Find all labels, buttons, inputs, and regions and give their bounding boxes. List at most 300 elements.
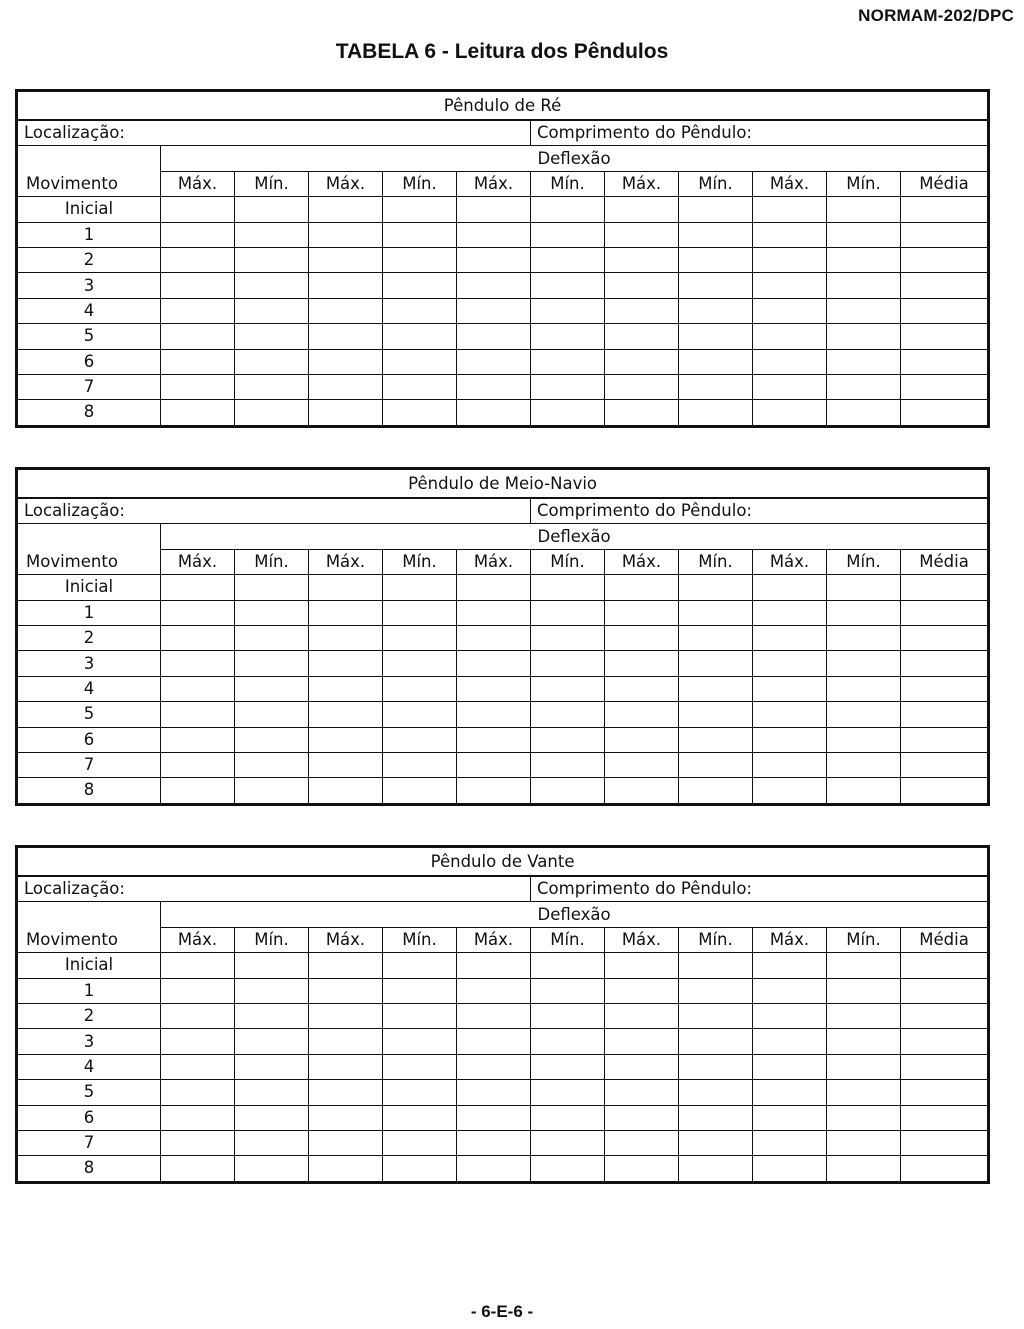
entry-cell[interactable] [235,651,309,676]
entry-cell[interactable] [827,324,901,349]
entry-cell[interactable] [753,273,827,298]
entry-cell[interactable] [235,1156,309,1182]
entry-cell[interactable] [753,1054,827,1079]
entry-cell[interactable] [457,727,531,752]
entry-cell[interactable] [531,1105,605,1130]
entry-cell[interactable] [605,1029,679,1054]
entry-cell[interactable] [309,752,383,777]
entry-cell[interactable] [901,752,989,777]
entry-cell[interactable] [679,1080,753,1105]
entry-cell[interactable] [679,702,753,727]
entry-cell[interactable] [235,625,309,650]
entry-cell[interactable] [309,324,383,349]
entry-cell[interactable] [827,1029,901,1054]
entry-cell[interactable] [901,324,989,349]
entry-cell[interactable] [827,702,901,727]
entry-cell[interactable] [605,575,679,600]
entry-cell[interactable] [531,978,605,1003]
entry-cell[interactable] [161,1054,235,1079]
entry-cell[interactable] [457,978,531,1003]
entry-cell[interactable] [901,953,989,978]
entry-cell[interactable] [383,1105,457,1130]
entry-cell[interactable] [827,273,901,298]
entry-cell[interactable] [753,651,827,676]
entry-cell[interactable] [605,374,679,399]
entry-cell[interactable] [827,625,901,650]
entry-cell[interactable] [901,600,989,625]
entry-cell[interactable] [679,600,753,625]
entry-cell[interactable] [605,247,679,272]
entry-cell[interactable] [679,625,753,650]
entry-cell[interactable] [605,197,679,222]
entry-cell[interactable] [827,1130,901,1155]
entry-cell[interactable] [383,1156,457,1182]
entry-cell[interactable] [309,273,383,298]
entry-cell[interactable] [383,575,457,600]
entry-cell[interactable] [457,600,531,625]
entry-cell[interactable] [531,953,605,978]
entry-cell[interactable] [161,676,235,701]
entry-cell[interactable] [753,374,827,399]
entry-cell[interactable] [161,778,235,804]
entry-cell[interactable] [457,273,531,298]
entry-cell[interactable] [235,1003,309,1028]
entry-cell[interactable] [827,727,901,752]
entry-cell[interactable] [679,222,753,247]
location-field[interactable]: Localização: [17,498,531,524]
entry-cell[interactable] [383,1003,457,1028]
entry-cell[interactable] [901,575,989,600]
entry-cell[interactable] [901,651,989,676]
entry-cell[interactable] [827,374,901,399]
entry-cell[interactable] [679,1029,753,1054]
entry-cell[interactable] [679,273,753,298]
entry-cell[interactable] [309,247,383,272]
entry-cell[interactable] [753,778,827,804]
entry-cell[interactable] [679,349,753,374]
entry-cell[interactable] [457,1156,531,1182]
entry-cell[interactable] [827,1080,901,1105]
entry-cell[interactable] [161,651,235,676]
entry-cell[interactable] [753,625,827,650]
entry-cell[interactable] [383,778,457,804]
entry-cell[interactable] [753,197,827,222]
entry-cell[interactable] [235,298,309,323]
entry-cell[interactable] [901,349,989,374]
entry-cell[interactable] [235,222,309,247]
entry-cell[interactable] [457,1080,531,1105]
entry-cell[interactable] [235,778,309,804]
entry-cell[interactable] [901,978,989,1003]
entry-cell[interactable] [901,676,989,701]
entry-cell[interactable] [383,651,457,676]
entry-cell[interactable] [235,953,309,978]
entry-cell[interactable] [605,778,679,804]
entry-cell[interactable] [457,324,531,349]
entry-cell[interactable] [753,702,827,727]
entry-cell[interactable] [901,298,989,323]
entry-cell[interactable] [235,400,309,426]
entry-cell[interactable] [531,625,605,650]
entry-cell[interactable] [457,298,531,323]
entry-cell[interactable] [901,1105,989,1130]
entry-cell[interactable] [383,1080,457,1105]
entry-cell[interactable] [605,676,679,701]
entry-cell[interactable] [235,575,309,600]
entry-cell[interactable] [235,1130,309,1155]
entry-cell[interactable] [531,1003,605,1028]
entry-cell[interactable] [531,349,605,374]
entry-cell[interactable] [605,324,679,349]
entry-cell[interactable] [531,1130,605,1155]
entry-cell[interactable] [679,298,753,323]
entry-cell[interactable] [161,298,235,323]
entry-cell[interactable] [753,676,827,701]
entry-cell[interactable] [901,625,989,650]
entry-cell[interactable] [901,1080,989,1105]
entry-cell[interactable] [383,222,457,247]
entry-cell[interactable] [901,1130,989,1155]
entry-cell[interactable] [235,1054,309,1079]
location-field[interactable]: Localização: [17,120,531,146]
entry-cell[interactable] [531,324,605,349]
entry-cell[interactable] [605,1130,679,1155]
entry-cell[interactable] [457,625,531,650]
entry-cell[interactable] [457,651,531,676]
entry-cell[interactable] [309,1105,383,1130]
entry-cell[interactable] [309,978,383,1003]
entry-cell[interactable] [161,1105,235,1130]
entry-cell[interactable] [457,197,531,222]
entry-cell[interactable] [531,273,605,298]
entry-cell[interactable] [679,575,753,600]
entry-cell[interactable] [309,400,383,426]
entry-cell[interactable] [309,1003,383,1028]
entry-cell[interactable] [827,651,901,676]
entry-cell[interactable] [753,1029,827,1054]
entry-cell[interactable] [161,575,235,600]
entry-cell[interactable] [753,324,827,349]
entry-cell[interactable] [605,727,679,752]
entry-cell[interactable] [827,676,901,701]
entry-cell[interactable] [235,1080,309,1105]
entry-cell[interactable] [753,349,827,374]
entry-cell[interactable] [679,374,753,399]
entry-cell[interactable] [457,222,531,247]
entry-cell[interactable] [309,702,383,727]
entry-cell[interactable] [531,727,605,752]
entry-cell[interactable] [457,374,531,399]
entry-cell[interactable] [161,600,235,625]
entry-cell[interactable] [605,400,679,426]
entry-cell[interactable] [235,1029,309,1054]
entry-cell[interactable] [235,978,309,1003]
entry-cell[interactable] [457,349,531,374]
entry-cell[interactable] [753,222,827,247]
entry-cell[interactable] [161,1080,235,1105]
entry-cell[interactable] [383,1029,457,1054]
entry-cell[interactable] [901,222,989,247]
entry-cell[interactable] [679,752,753,777]
entry-cell[interactable] [901,374,989,399]
entry-cell[interactable] [161,1029,235,1054]
entry-cell[interactable] [457,400,531,426]
entry-cell[interactable] [679,727,753,752]
entry-cell[interactable] [161,400,235,426]
entry-cell[interactable] [531,1054,605,1079]
entry-cell[interactable] [531,1156,605,1182]
entry-cell[interactable] [827,298,901,323]
entry-cell[interactable] [235,349,309,374]
entry-cell[interactable] [679,676,753,701]
entry-cell[interactable] [383,324,457,349]
entry-cell[interactable] [161,978,235,1003]
entry-cell[interactable] [161,752,235,777]
entry-cell[interactable] [605,1105,679,1130]
entry-cell[interactable] [457,247,531,272]
entry-cell[interactable] [605,273,679,298]
entry-cell[interactable] [753,752,827,777]
entry-cell[interactable] [235,324,309,349]
entry-cell[interactable] [531,298,605,323]
entry-cell[interactable] [531,752,605,777]
entry-cell[interactable] [605,1156,679,1182]
entry-cell[interactable] [827,600,901,625]
entry-cell[interactable] [827,752,901,777]
entry-cell[interactable] [383,676,457,701]
entry-cell[interactable] [161,222,235,247]
entry-cell[interactable] [531,197,605,222]
entry-cell[interactable] [531,651,605,676]
entry-cell[interactable] [753,247,827,272]
entry-cell[interactable] [827,1105,901,1130]
entry-cell[interactable] [457,778,531,804]
entry-cell[interactable] [309,651,383,676]
entry-cell[interactable] [161,349,235,374]
entry-cell[interactable] [161,374,235,399]
entry-cell[interactable] [531,222,605,247]
entry-cell[interactable] [901,273,989,298]
entry-cell[interactable] [383,374,457,399]
entry-cell[interactable] [457,702,531,727]
entry-cell[interactable] [383,247,457,272]
entry-cell[interactable] [679,778,753,804]
entry-cell[interactable] [161,1003,235,1028]
entry-cell[interactable] [531,374,605,399]
entry-cell[interactable] [383,273,457,298]
entry-cell[interactable] [605,625,679,650]
entry-cell[interactable] [383,600,457,625]
entry-cell[interactable] [679,1054,753,1079]
entry-cell[interactable] [383,298,457,323]
entry-cell[interactable] [161,727,235,752]
entry-cell[interactable] [901,1054,989,1079]
entry-cell[interactable] [161,953,235,978]
entry-cell[interactable] [309,1130,383,1155]
entry-cell[interactable] [531,247,605,272]
entry-cell[interactable] [309,1029,383,1054]
entry-cell[interactable] [309,349,383,374]
entry-cell[interactable] [901,247,989,272]
entry-cell[interactable] [457,1130,531,1155]
entry-cell[interactable] [679,247,753,272]
entry-cell[interactable] [235,1105,309,1130]
entry-cell[interactable] [383,1054,457,1079]
entry-cell[interactable] [457,575,531,600]
entry-cell[interactable] [753,1080,827,1105]
entry-cell[interactable] [605,702,679,727]
entry-cell[interactable] [383,400,457,426]
entry-cell[interactable] [827,247,901,272]
entry-cell[interactable] [235,600,309,625]
entry-cell[interactable] [827,1156,901,1182]
entry-cell[interactable] [605,1003,679,1028]
entry-cell[interactable] [531,702,605,727]
entry-cell[interactable] [753,1105,827,1130]
entry-cell[interactable] [531,1080,605,1105]
entry-cell[interactable] [457,1054,531,1079]
entry-cell[interactable] [309,778,383,804]
entry-cell[interactable] [309,197,383,222]
entry-cell[interactable] [457,1105,531,1130]
entry-cell[interactable] [457,1003,531,1028]
entry-cell[interactable] [827,953,901,978]
entry-cell[interactable] [901,1003,989,1028]
entry-cell[interactable] [531,575,605,600]
entry-cell[interactable] [605,298,679,323]
entry-cell[interactable] [827,222,901,247]
entry-cell[interactable] [901,702,989,727]
entry-cell[interactable] [161,702,235,727]
entry-cell[interactable] [457,953,531,978]
entry-cell[interactable] [753,600,827,625]
entry-cell[interactable] [309,953,383,978]
entry-cell[interactable] [679,400,753,426]
entry-cell[interactable] [679,197,753,222]
entry-cell[interactable] [753,1156,827,1182]
entry-cell[interactable] [383,349,457,374]
entry-cell[interactable] [827,978,901,1003]
entry-cell[interactable] [827,197,901,222]
entry-cell[interactable] [753,575,827,600]
entry-cell[interactable] [679,1105,753,1130]
entry-cell[interactable] [753,1003,827,1028]
entry-cell[interactable] [161,247,235,272]
entry-cell[interactable] [605,1080,679,1105]
entry-cell[interactable] [753,727,827,752]
entry-cell[interactable] [605,752,679,777]
entry-cell[interactable] [235,197,309,222]
entry-cell[interactable] [309,727,383,752]
entry-cell[interactable] [605,349,679,374]
entry-cell[interactable] [235,727,309,752]
entry-cell[interactable] [235,702,309,727]
entry-cell[interactable] [605,600,679,625]
entry-cell[interactable] [309,625,383,650]
entry-cell[interactable] [827,1054,901,1079]
entry-cell[interactable] [605,222,679,247]
entry-cell[interactable] [901,400,989,426]
entry-cell[interactable] [531,676,605,701]
entry-cell[interactable] [161,1156,235,1182]
pendulum-length-field[interactable]: Comprimento do Pêndulo: [531,876,989,902]
entry-cell[interactable] [901,1156,989,1182]
entry-cell[interactable] [679,1156,753,1182]
entry-cell[interactable] [383,625,457,650]
entry-cell[interactable] [309,1080,383,1105]
pendulum-length-field[interactable]: Comprimento do Pêndulo: [531,120,989,146]
entry-cell[interactable] [605,1054,679,1079]
entry-cell[interactable] [383,727,457,752]
entry-cell[interactable] [901,727,989,752]
entry-cell[interactable] [679,978,753,1003]
entry-cell[interactable] [753,953,827,978]
entry-cell[interactable] [827,1003,901,1028]
entry-cell[interactable] [679,1130,753,1155]
entry-cell[interactable] [309,676,383,701]
entry-cell[interactable] [161,1130,235,1155]
entry-cell[interactable] [161,625,235,650]
entry-cell[interactable] [161,324,235,349]
entry-cell[interactable] [827,778,901,804]
entry-cell[interactable] [679,1003,753,1028]
entry-cell[interactable] [383,752,457,777]
entry-cell[interactable] [901,1029,989,1054]
entry-cell[interactable] [827,349,901,374]
entry-cell[interactable] [531,600,605,625]
entry-cell[interactable] [235,676,309,701]
entry-cell[interactable] [753,1130,827,1155]
entry-cell[interactable] [309,600,383,625]
entry-cell[interactable] [753,400,827,426]
entry-cell[interactable] [161,273,235,298]
entry-cell[interactable] [531,400,605,426]
entry-cell[interactable] [235,374,309,399]
entry-cell[interactable] [383,197,457,222]
entry-cell[interactable] [309,298,383,323]
entry-cell[interactable] [679,651,753,676]
entry-cell[interactable] [309,1054,383,1079]
entry-cell[interactable] [457,676,531,701]
entry-cell[interactable] [235,273,309,298]
entry-cell[interactable] [309,374,383,399]
entry-cell[interactable] [235,247,309,272]
entry-cell[interactable] [531,778,605,804]
entry-cell[interactable] [309,1156,383,1182]
entry-cell[interactable] [383,702,457,727]
entry-cell[interactable] [753,298,827,323]
entry-cell[interactable] [383,1130,457,1155]
entry-cell[interactable] [901,197,989,222]
entry-cell[interactable] [383,978,457,1003]
entry-cell[interactable] [827,400,901,426]
entry-cell[interactable] [605,953,679,978]
entry-cell[interactable] [605,651,679,676]
entry-cell[interactable] [753,978,827,1003]
entry-cell[interactable] [605,978,679,1003]
entry-cell[interactable] [235,752,309,777]
entry-cell[interactable] [827,575,901,600]
entry-cell[interactable] [161,197,235,222]
entry-cell[interactable] [531,1029,605,1054]
entry-cell[interactable] [679,324,753,349]
entry-cell[interactable] [383,953,457,978]
entry-cell[interactable] [901,778,989,804]
entry-cell[interactable] [309,575,383,600]
entry-cell[interactable] [309,222,383,247]
entry-cell[interactable] [457,1029,531,1054]
entry-cell[interactable] [679,953,753,978]
